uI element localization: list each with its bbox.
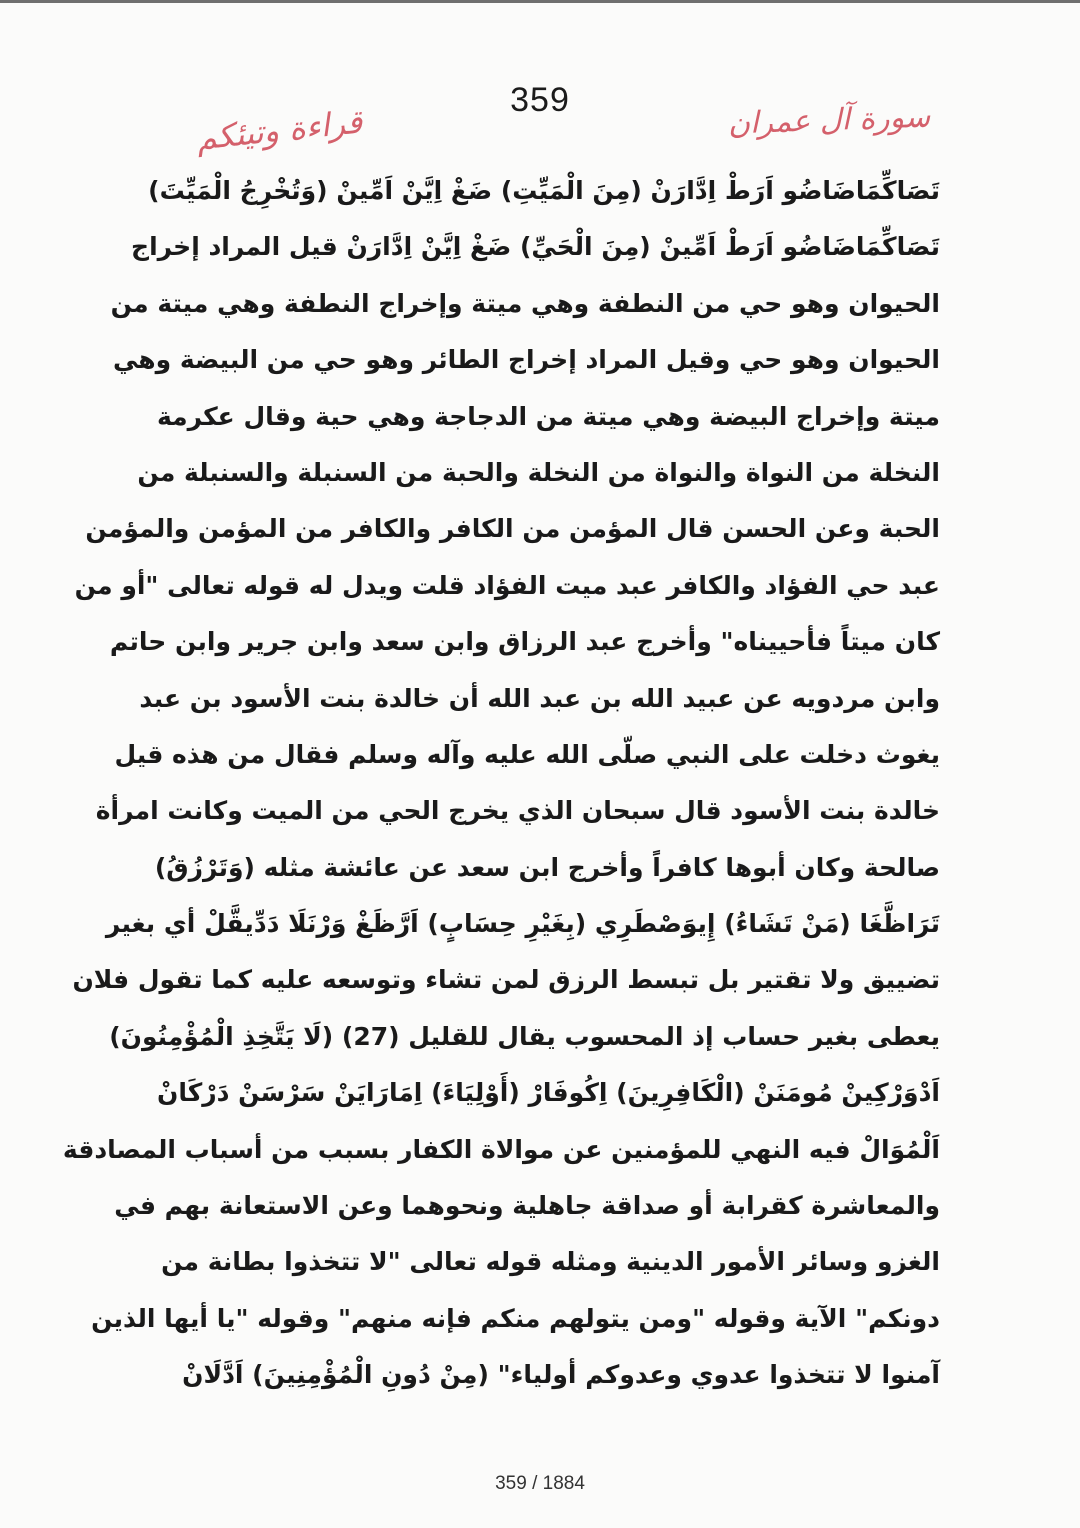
text-line: يغوث دخلت على النبي صلّى الله عليه وآله وسلم فقال من هذه قيل: [114, 739, 940, 769]
text-line: النخلة من النواة والنواة من النخلة والحبة من السنبلة والسنبلة من: [137, 457, 940, 487]
text-line: اَدْوَرْكِينْ مُومَنَنْ (الْكَافِرِينَ) اِكُوفَارْ (أَوْلِيَاءَ) اِمَارَايَنْ سَرْسَنْ دَرْكَانْ: [156, 1078, 940, 1108]
text-line: وابن مردويه عن عبيد الله بن عبد الله أن خالدة بنت الأسود بن عبد: [139, 683, 940, 713]
text-line: تَصَاكِّمَاضَاضُو اَرَطْ اِدَّارَنْ (مِنَ الْمَيِّتِ) ضَغْ اِيَّنْ اَمِّينْ (وَتُخْرِجُ الْمَيِّتَ): [148, 176, 940, 205]
page-counter: 359 / 1884: [495, 1473, 585, 1494]
text-line: تَرَاظَّغَا (مَنْ تَشَاءُ) إِيوَصْطَرِي (بِغَيْرِ حِسَابٍ) اَرَّظَغْ وَرْنَلَا دَدِّيقَّلْ أي بغير: [105, 909, 940, 939]
text-line: آمنوا لا تتخذوا عدوي وعدوكم أولياء" (مِنْ دُونِ الْمُؤْمِنِينَ) اَدَّلَانْ: [182, 1360, 940, 1390]
text-line: تضييق ولا تقتير بل تبسط الرزق لمن تشاء وتوسعه عليه كما تقول فلان: [72, 965, 940, 995]
text-line: تَصَاكِّمَاضَاضُو اَرَطْ اَمِّينْ (مِنَ الْحَيِّ) ضَغْ اِيَّنْ اِدَّارَنْ قيل المراد إخراج: [131, 232, 940, 262]
text-line: الحبة وعن الحسن قال المؤمن من الكافر والكافر من المؤمن والمؤمن: [85, 514, 940, 544]
text-line: خالدة بنت الأسود قال سبحان الذي يخرج الحي من الميت وكانت امرأة: [95, 796, 940, 826]
text-line: اَلْمُوَالْ فيه النهي للمؤمنين عن موالاة الكفار بسبب من أسباب المصادقة: [62, 1134, 940, 1164]
text-line: الحيوان وهو حي من النطفة وهي ميتة وإخراج النطفة وهي ميتة من: [110, 288, 940, 318]
text-line: ميتة وإخراج البيضة وهي ميتة من الدجاجة وهي حية وقال عكرمة: [156, 401, 940, 431]
text-line: والمعاشرة كقرابة أو صداقة جاهلية ونحوهما وعن الاستعانة بهم في: [114, 1191, 940, 1221]
text-line: عبد حي الفؤاد والكافر عبد ميت الفؤاد قلت ويدل له قوله تعالى "أو من: [74, 570, 940, 600]
text-line: يعطى بغير حساب إذ المحسوب يقال للقليل (27) (لَا يَتَّخِذِ الْمُؤْمِنُونَ): [109, 1021, 940, 1051]
text-line: الغزو وسائر الأمور الدينية ومثله قوله تعالى "لا تتخذوا بطانة من: [161, 1247, 940, 1277]
handwritten-surah-note: سورة آل عمران: [727, 99, 931, 142]
text-line: الحيوان وهو حي وقيل المراد إخراج الطائر وهو حي من البيضة وهي: [113, 345, 940, 375]
text-line: صالحة وكان أبوها كافراً وأخرج ابن سعد عن عائشة مثله (وَتَرْزُقُ): [154, 852, 940, 882]
handwritten-reading-note: قراءة وتيئكم: [194, 102, 364, 158]
text-line: دونكم" الآية وقوله "ومن يتولهم منكم فإنه منهم" وقوله "يا أيها الذين: [91, 1303, 940, 1333]
page-number: 359: [510, 81, 570, 119]
text-line: كان ميتاً فأحييناه" وأخرج عبد الرزاق وابن سعد وابن جرير وابن حاتم: [109, 627, 940, 657]
page-body-text: [62, 163, 940, 1404]
